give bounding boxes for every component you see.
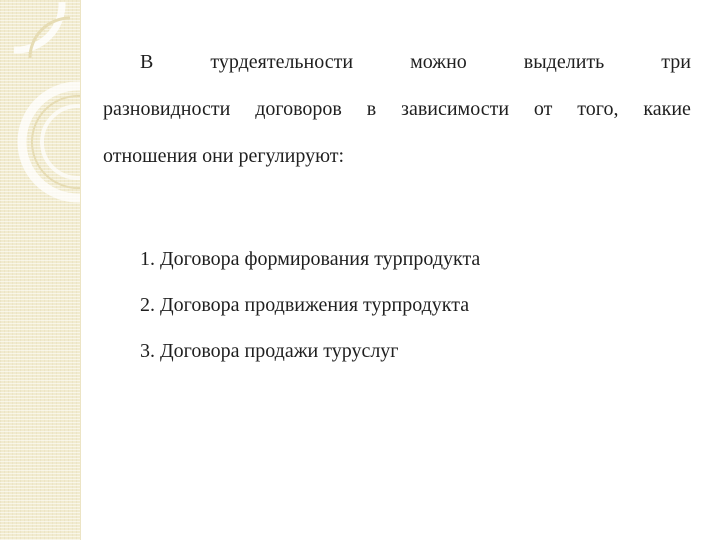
intro-word: разновидности	[103, 98, 231, 120]
intro-word: в	[366, 98, 377, 120]
intro-word: от	[533, 98, 553, 120]
intro-line-text: отношения они регулируют:	[103, 145, 345, 167]
intro-paragraph	[103, 44, 691, 185]
contract-types-list	[140, 244, 480, 382]
circle-ornament-icon	[0, 0, 80, 220]
decorative-side-strip	[0, 0, 81, 540]
intro-word: какие	[643, 98, 691, 120]
intro-word: выделить	[523, 51, 605, 73]
intro-word: В	[140, 51, 154, 73]
list-item: 1. Договора формирования турпродукта	[140, 248, 481, 270]
list-item: 2. Договора продвижения турпродукта	[140, 294, 470, 316]
list-item: 3. Договора продажи туруслуг	[140, 340, 399, 362]
intro-word: можно	[410, 51, 467, 73]
intro-word: договоров	[255, 98, 342, 120]
intro-word: турдеятельности	[210, 51, 354, 73]
intro-word: три	[661, 51, 691, 73]
intro-line-3	[103, 138, 691, 185]
intro-line-2	[103, 91, 691, 138]
intro-word: того,	[577, 98, 619, 120]
intro-word: зависимости	[401, 98, 510, 120]
intro-line-1	[103, 44, 691, 91]
